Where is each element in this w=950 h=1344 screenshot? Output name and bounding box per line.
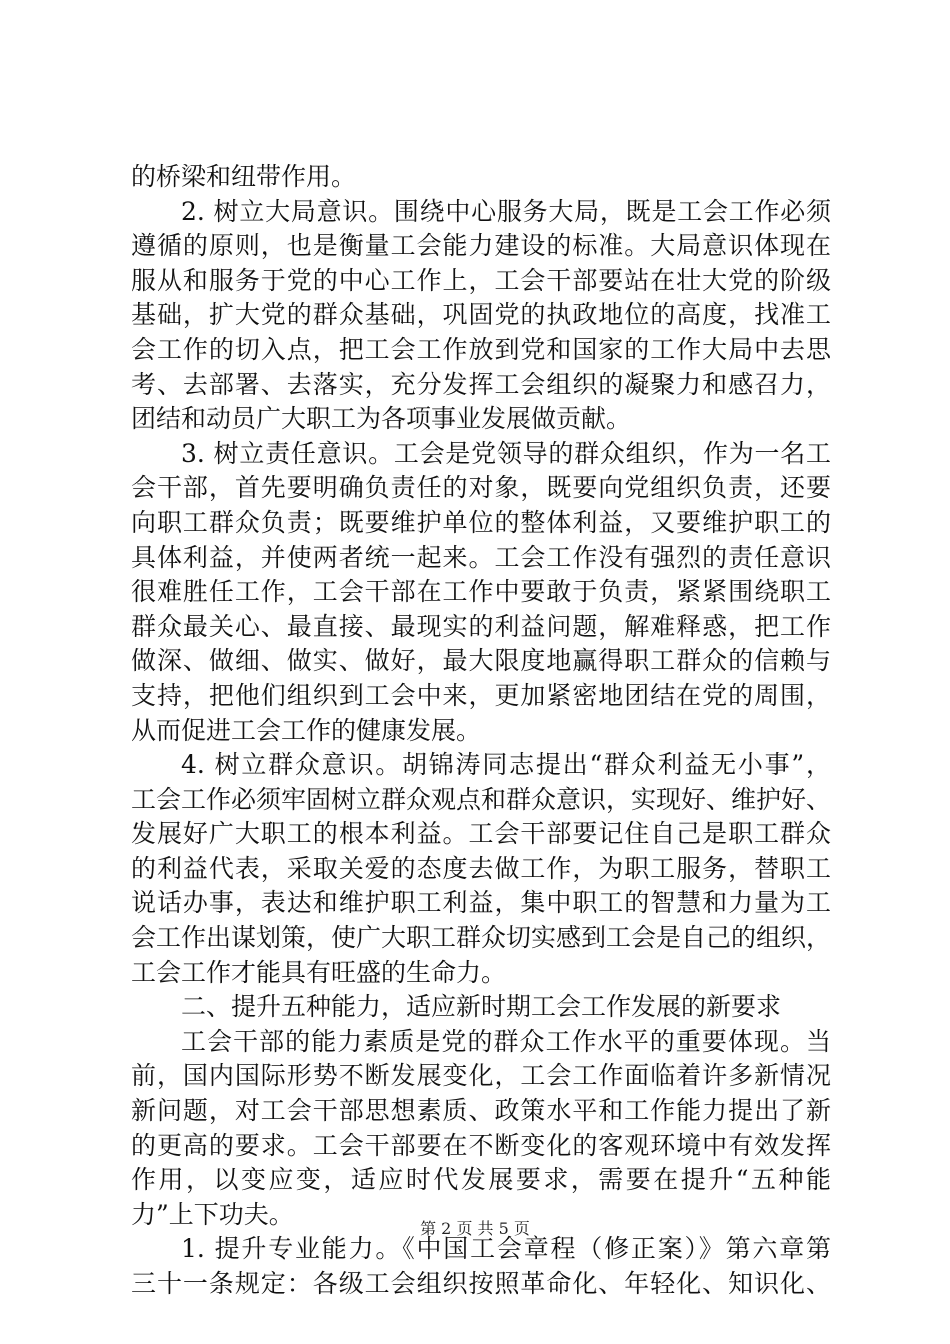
text-line: 基础，扩大党的群众基础，巩固党的执政地位的高度，找准工 (131, 300, 831, 330)
text-line: 说话办事，表达和维护职工利益，集中职工的智慧和力量为工 (131, 888, 831, 918)
text-line: 的桥梁和纽带作用。 (131, 162, 357, 191)
text-line: 力”上下功夫。 (131, 1199, 294, 1229)
text-line: 支持，把他们组织到工会中来，更加紧密地团结在党的周围， (131, 680, 831, 710)
text-line: 向职工群众负责；既要维护单位的整体利益，又要维护职工的 (131, 507, 831, 537)
text-line: 4. 树立群众意识。胡锦涛同志提出“群众利益无小事”， (181, 750, 831, 780)
text-line: 工会工作才能具有旺盛的生命力。 (131, 957, 507, 987)
text-line: 考、去部署、去落实，充分发挥工会组织的凝聚力和感召力， (131, 369, 831, 399)
text-line: 会工作的切入点，把工会工作放到党和国家的工作大局中去思 (131, 334, 831, 364)
text-line: 工会干部的能力素质是党的群众工作水平的重要体现。当 (181, 1026, 831, 1056)
text-line: 会干部，首先要明确负责任的对象，既要向党组织负责，还要 (131, 473, 831, 503)
page-footer: 第 2 页 共 5 页 (420, 1219, 530, 1238)
text-line: 1. 提升专业能力。《中国工会章程（修正案）》第六章第 (181, 1234, 831, 1264)
text-line: 从而促进工会工作的健康发展。 (131, 715, 482, 745)
text-line: 新问题，对工会干部思想素质、政策水平和工作能力提出了新 (131, 1096, 831, 1126)
text-line: 团结和动员广大职工为各项事业发展做贡献。 (131, 404, 632, 434)
text-line: 群众最关心、最直接、最现实的利益问题，解难释惑，把工作 (131, 611, 831, 641)
text-line: 2. 树立大局意识。围绕中心服务大局，既是工会工作必须 (181, 196, 831, 226)
text-line: 的利益代表，采取关爱的态度去做工作，为职工服务，替职工 (131, 853, 831, 883)
text-line: 二、提升五种能力，适应新时期工会工作发展的新要求 (181, 992, 782, 1022)
text-line: 三十一条规定：各级工会组织按照革命化、年轻化、知识化、 (131, 1269, 831, 1298)
text-line: 工会工作必须牢固树立群众观点和群众意识，实现好、维护好、 (131, 784, 832, 814)
text-line: 作用，以变应变，适应时代发展要求，需要在提升“五种能 (131, 1165, 831, 1195)
text-line: 很难胜任工作，工会干部在工作中要敢于负责，紧紧围绕职工 (131, 577, 831, 607)
text-line: 会工作出谋划策，使广大职工群众切实感到工会是自己的组织， (131, 923, 832, 953)
body-text (131, 160, 831, 1302)
text-line: 前，国内国际形势不断发展变化，工会工作面临着许多新情况 (131, 1061, 831, 1091)
text-line: 的更高的要求。工会干部要在不断变化的客观环境中有效发挥 (131, 1130, 831, 1160)
text-line: 3. 树立责任意识。工会是党领导的群众组织，作为一名工 (181, 438, 831, 468)
text-line: 发展好广大职工的根本利益。工会干部要记住自己是职工群众 (131, 819, 831, 849)
text-line: 具体利益，并使两者统一起来。工会工作没有强烈的责任意识 (131, 542, 831, 572)
text-line: 服从和服务于党的中心工作上，工会干部要站在壮大党的阶级 (131, 265, 831, 295)
text-line: 做深、做细、做实、做好，最大限度地赢得职工群众的信赖与 (131, 646, 831, 676)
text-line: 遵循的原则，也是衡量工会能力建设的标准。大局意识体现在 (131, 231, 831, 261)
